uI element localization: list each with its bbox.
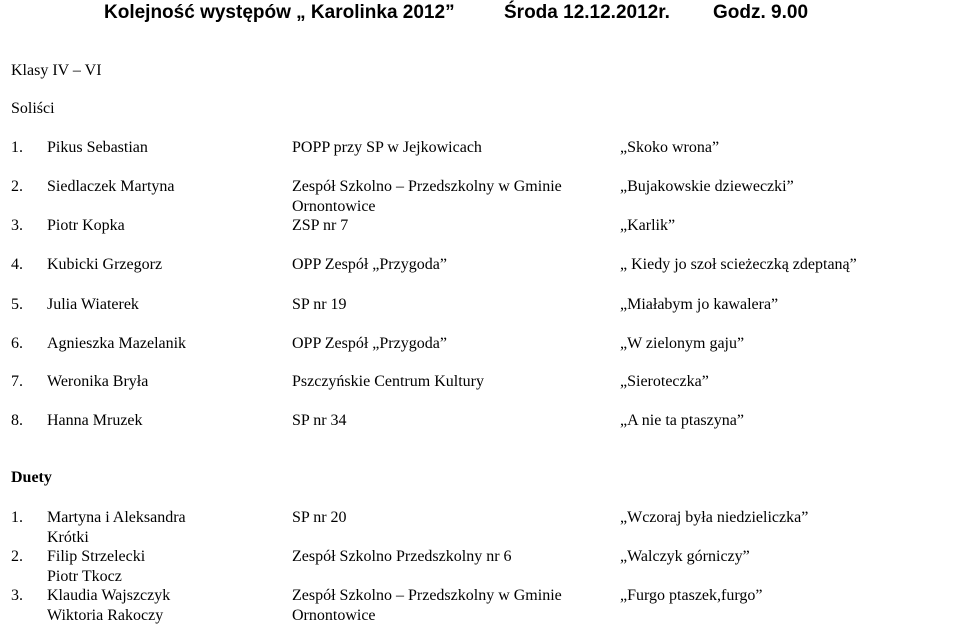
performer-name: Weronika Bryła [47, 373, 149, 390]
event-time: Godz. 9.00 [713, 2, 809, 23]
performer-name: Piotr Kopka [47, 217, 125, 234]
song-title: „W zielonym gaju” [620, 335, 745, 352]
row-number: 1. [11, 509, 23, 526]
school-line-2: Ornontowice [292, 607, 376, 624]
row-number: 2. [11, 178, 23, 195]
song-title: „Wczoraj była niedzieliczka” [620, 509, 809, 526]
school-line-1: Zespół Szkolno Przedszkolny nr 6 [292, 548, 512, 565]
school-name: Zespół Szkolno – Przedszkolny w Gminie Ornontowice [292, 178, 562, 215]
song-title: „Miałabym jo kawalera” [620, 296, 779, 313]
duets-heading: Duety [11, 469, 52, 486]
performer-name-1: Filip Strzelecki [47, 548, 146, 565]
school-name: ZSP nr 7 [292, 217, 349, 234]
row-number: 6. [11, 335, 23, 352]
school-name: SP nr 19 [292, 296, 347, 313]
performer-names [47, 586, 297, 626]
row-number: 3. [11, 587, 23, 604]
performer-name: Agnieszka Mazelanik [47, 335, 187, 352]
performer-name: Kubicki Grzegorz [47, 256, 163, 273]
school-name: POPP przy SP w Jejkowicach [292, 139, 482, 156]
row-number: 3. [11, 217, 23, 234]
school-name [292, 508, 612, 528]
school-name [292, 586, 612, 626]
row-number: 5. [11, 296, 23, 313]
song-title: „A nie ta ptaszyna” [620, 412, 744, 429]
performer-name-1: Klaudia Wajszczyk [47, 587, 171, 604]
school-name: OPP Zespół „Przygoda” [292, 256, 447, 273]
song-title: „Walczyk górniczy” [620, 548, 750, 565]
performer-name: Hanna Mruzek [47, 412, 143, 429]
performer-name-1: Martyna i Aleksandra [47, 509, 186, 526]
song-title: „Sieroteczka” [620, 373, 709, 390]
row-number: 4. [11, 256, 23, 273]
song-title: „Bujakowskie dzieweczki” [620, 178, 794, 195]
school-name: OPP Zespół „Przygoda” [292, 335, 447, 352]
document-header [104, 2, 808, 24]
performer-name-2: Krótki [47, 529, 89, 546]
event-title: Kolejność występów „ Karolinka 2012” [104, 2, 455, 23]
row-number: 8. [11, 412, 23, 429]
row-number: 1. [11, 139, 23, 156]
school-name: SP nr 34 [292, 412, 347, 429]
performer-name-2: Piotr Tkocz [47, 568, 122, 585]
song-title: „ Kiedy jo szoł scieżeczką zdeptaną” [620, 256, 857, 273]
school-name: Pszczyńskie Centrum Kultury [292, 373, 484, 390]
classes-label: Klasy IV – VI [11, 62, 102, 79]
school-line-1: Zespół Szkolno – Przedszkolny w Gminie [292, 587, 562, 604]
performer-name-2: Wiktoria Rakoczy [47, 607, 164, 624]
song-title: „Skoko wrona” [620, 139, 720, 156]
performer-name: Julia Wiaterek [47, 296, 139, 313]
school-name [292, 547, 612, 567]
performer-name: Siedlaczek Martyna [47, 178, 175, 195]
soloists-heading: Soliści [11, 100, 55, 117]
row-number: 7. [11, 373, 23, 390]
row-number: 2. [11, 548, 23, 565]
performer-names [47, 547, 297, 587]
song-title: „Karlik” [620, 217, 676, 234]
school-line-1: SP nr 20 [292, 509, 347, 526]
event-day: Środa 12.12.2012r. [504, 2, 670, 23]
performer-names [47, 508, 297, 548]
song-title: „Furgo ptaszek,furgo” [620, 587, 763, 604]
performer-name: Pikus Sebastian [47, 139, 148, 156]
